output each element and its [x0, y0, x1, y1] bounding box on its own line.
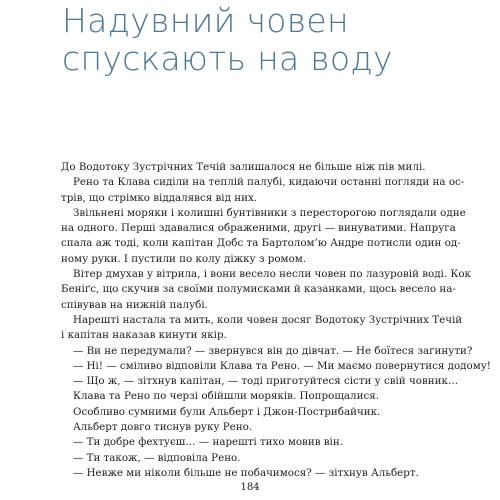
dialogue-line: — Ви не передумали? — звернувся він до дівчат. — Не боїтеся загинути?	[73, 344, 473, 357]
text-line: Беніґс, що скучив за своїми полумисками й казанками, щось весело на-	[61, 283, 456, 296]
text-line: Рено та Клава сиділи на теплій палубі, кидаючи останні погляди на ос-	[73, 176, 465, 189]
text-line: Особливо сумними були Альберт і Джон-Пострибайчик.	[73, 405, 381, 418]
chapter-title-line: спускають на воду	[62, 39, 393, 78]
dialogue-line: — Ти також, — відповіла Рено.	[73, 451, 241, 464]
text-line: До Водотоку Зустрічних Течій залишалося не більше ніж пів милі.	[61, 161, 426, 173]
dialogue-line: — Ні! — сміливо відповіли Клава та Рено. — Ми маємо повернутися додому!	[73, 359, 491, 372]
dialogue-line: — Невже ми ніколи більше не побачимося? — зітхнув Альберт.	[73, 466, 419, 479]
chapter-title-line: Надувний човен	[62, 1, 349, 40]
page-number: 184	[240, 482, 260, 493]
body-text	[61, 160, 491, 481]
text-line: трів, що стрімко віддалявся від них.	[61, 191, 258, 204]
dialogue-line: — Ти добре фехтуєш… — нарешті тихо мовив він.	[73, 436, 343, 449]
text-line: Звільнені моряки і колишні бунтівники з пересторогою поглядали одне	[73, 206, 466, 219]
chapter-title	[62, 2, 462, 78]
text-line: ному руки. І пустили по колу діжку з ромом.	[61, 252, 307, 265]
text-line: на одного. Перші здавалися ображеними, другі — винуватими. Напруга	[61, 222, 456, 235]
text-line: спала аж тоді, коли капітан Добс та Бартолом’ю Андре потисли один од-	[61, 237, 461, 250]
text-line: Вітер дмухав у вітрила, і вони весело несли човен по лазуровій воді. Кок	[73, 268, 471, 281]
dialogue-line: — Що ж, — зітхнув капітан, — тоді приготуйтеся сісти у свій човник…	[73, 375, 459, 388]
text-line: співував на нижній палубі.	[61, 298, 208, 311]
text-line: і капітан наказав кинути якір.	[61, 329, 227, 342]
text-line: Нарешті настала та мить, коли човен досяг Водотоку Зустрічних Течій	[73, 313, 463, 326]
text-line: Альберт довго тиснув руку Рено.	[73, 421, 253, 434]
text-line: Клава та Рено по черзі обійшли моряків. Попрощалися.	[73, 390, 379, 403]
